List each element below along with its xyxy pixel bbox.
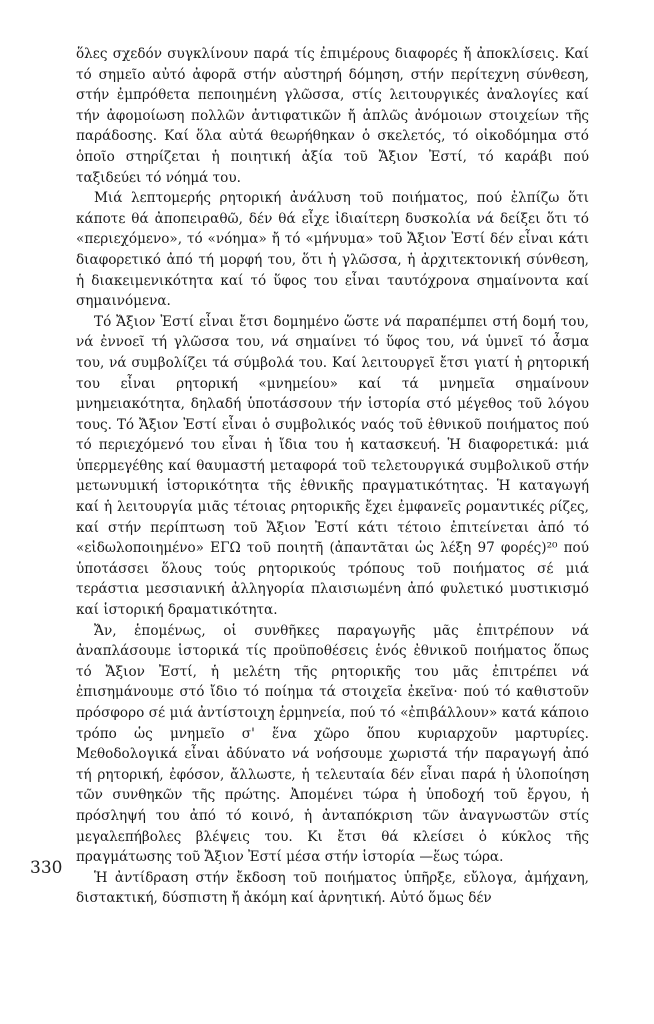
- paragraph: ὅλες σχεδόν συγκλίνουν παρά τίς ἐπιμέρους διαφορές ἤ ἀποκλίσεις. Καί τό σημεῖο αὐτό ἀφορᾶ στήν αὐστηρή δόμηση, στήν περίτεχνη σύνθεση, στήν ἐμπρόθετα πεποιημένη γλῶσσα, στίς λειτουργικές ἀναλογίες καί τήν ἀφομοίωση πολλῶν ἀντιφατικῶν ἤ ἁπλῶς ἀνόμοιων στοιχείων τῆς παράδοσης. Καί ὅλα αὐτά θεωρήθηκαν ὁ σκελετός, τό οἰκοδόμημα στό ὁποῖο στηρίζεται ἡ ποιητική ἀξία τοῦ Ἄξιον Ἐστί, τό καράβι πού ταξιδεύει τό νόημά του.: [76, 46, 589, 186]
- paragraph: Τό Ἄξιον Ἐστί εἶναι ἔτσι δομημένο ὥστε νά παραπέμπει στή δομή του, νά ἐννοεῖ τή γλῶσσα του, νά σημαίνει τό ὕφος του, νά ὑμνεῖ τό ἆσμα του, νά συμβολίζει τά σύμβολά του. Καί λειτουργεῖ ἔτσι γιατί ἡ ρητορική του εἶναι ρητορική «μνημείου» καί τά μνημεῖα σημαίνουν μνημειακότητα, δηλαδή ὑποτάσσουν τήν ἱστορία στό μέγεθος τοῦ λόγου τους. Τό Ἄξιον Ἐστί εἶναι ὁ συμβολικός ναός τοῦ ἐθνικοῦ ποιήματος πού τό περιεχόμενό του εἶναι ἡ ἴδια του ἡ κατασκευή. Ἡ διαφορετικά: μιά ὑπερμεγέθης καί θαυμαστή μεταφορά τοῦ τελετουργικά συμβολικοῦ στήν μετωνυμική ἱστορικότητα τῆς ἐθνικῆς πραγματικότητας. Ἡ καταγωγή καί ἡ λειτουργία μιᾶς τέτοιας ρητορικῆς ἔχει ἐμφανεῖς ρομαντικές ρίζες, καί στήν περίπτωση τοῦ Ἄξιον Ἐστί κάτι τέτοιο ἐπιτείνεται ἀπό τό «εἰδωλοποιημένο» ΕΓΩ τοῦ ποιητῆ (ἀπαντᾶται ὡς λέξη 97 φορές)²⁰ πού ὑποτάσσει ὅλους τούς ρητορικούς τρόπους τοῦ ποιήματος σέ μιά τεράστια μεσσιανική ἀλληγορία πλαισιωμένη ἀπό φυλετικό μυστικισμό καί ἱστορική δραματικότητα.: [76, 313, 589, 619]
- paragraph: Ἄν, ἑπομένως, οἱ συνθῆκες παραγωγῆς μᾶς ἐπιτρέπουν νά ἀναπλάσουμε ἱστορικά τίς προϋποθέσεις ἑνός ἐθνικοῦ ποιήματος ὅπως τό Ἄξιον Ἐστί, ἡ μελέτη τῆς ρητορικῆς του μᾶς ἐπιτρέπει νά ἐπισημάνουμε στό ἴδιο τό ποίημα τά στοιχεῖα ἐκεῖνα· πού τό καθιστοῦν πρόσφορο σέ μιά ἀντίστοιχη ἑρμηνεία, πού τό «ἐπιβάλλουν» κατά κάποιο τρόπο ὡς μνημεῖο σ' ἕνα χῶρο ὅπου κυριαρχοῦν μαρτυρίες. Μεθοδολογικά εἶναι ἀδύνατο νά νοήσουμε χωριστά τήν παραγωγή ἀπό τή ρητορική, ἐφόσον, ἄλλωστε, ἡ τελευταία δέν εἶναι παρά ἡ ὑλοποίηση τῶν συνθηκῶν τῆς πρώτης. Ἀπομένει τώρα ἡ ὑποδοχή τοῦ ἔργου, ἡ πρόσληψή του ἀπό τό κοινό, ἡ ἀνταπόκριση τῶν ἀναγνωστῶν στίς μεγαλεπήβολες βλέψεις του. Κι ἔτσι θά κλείσει ὁ κύκλος τῆς πραγμάτωσης τοῦ Ἄξιον Ἐστί μέσα στήν ἱστορία —ἕως τώρα.: [76, 622, 589, 866]
- paragraph: Μιά λεπτομερής ρητορική ἀνάλυση τοῦ ποιήματος, πού ἐλπίζω ὅτι κάποτε θά ἀποπειραθῶ, δέν θά εἶχε ἰδιαίτερη δυσκολία νά δείξει ὅτι τό «περιεχόμενο», τό «νόημα» ἤ τό «μήνυμα» τοῦ Ἄξιον Ἐστί δέν εἶναι κάτι διαφορετικό ἀπό τή μορφή του, ὅτι ἡ γλῶσσα, ἡ ἀρχιτεκτονική σύνθεση, ἡ διακειμενικότητα καί τό ὕφος του εἶναι ταυτόχρονα σημαίνοντα καί σημαινόμενα.: [76, 190, 589, 310]
- page-number: 330: [30, 858, 63, 878]
- paragraph: Ἡ ἀντίδραση στήν ἔκδοση τοῦ ποιήματος ὑπῆρξε, εὔλογα, ἀμήχανη, διστακτική, δύσπιστη ἤ ἀκόμη καί ἀρνητική. Αὐτό ὅμως δέν: [76, 869, 589, 907]
- body-text: [76, 44, 589, 909]
